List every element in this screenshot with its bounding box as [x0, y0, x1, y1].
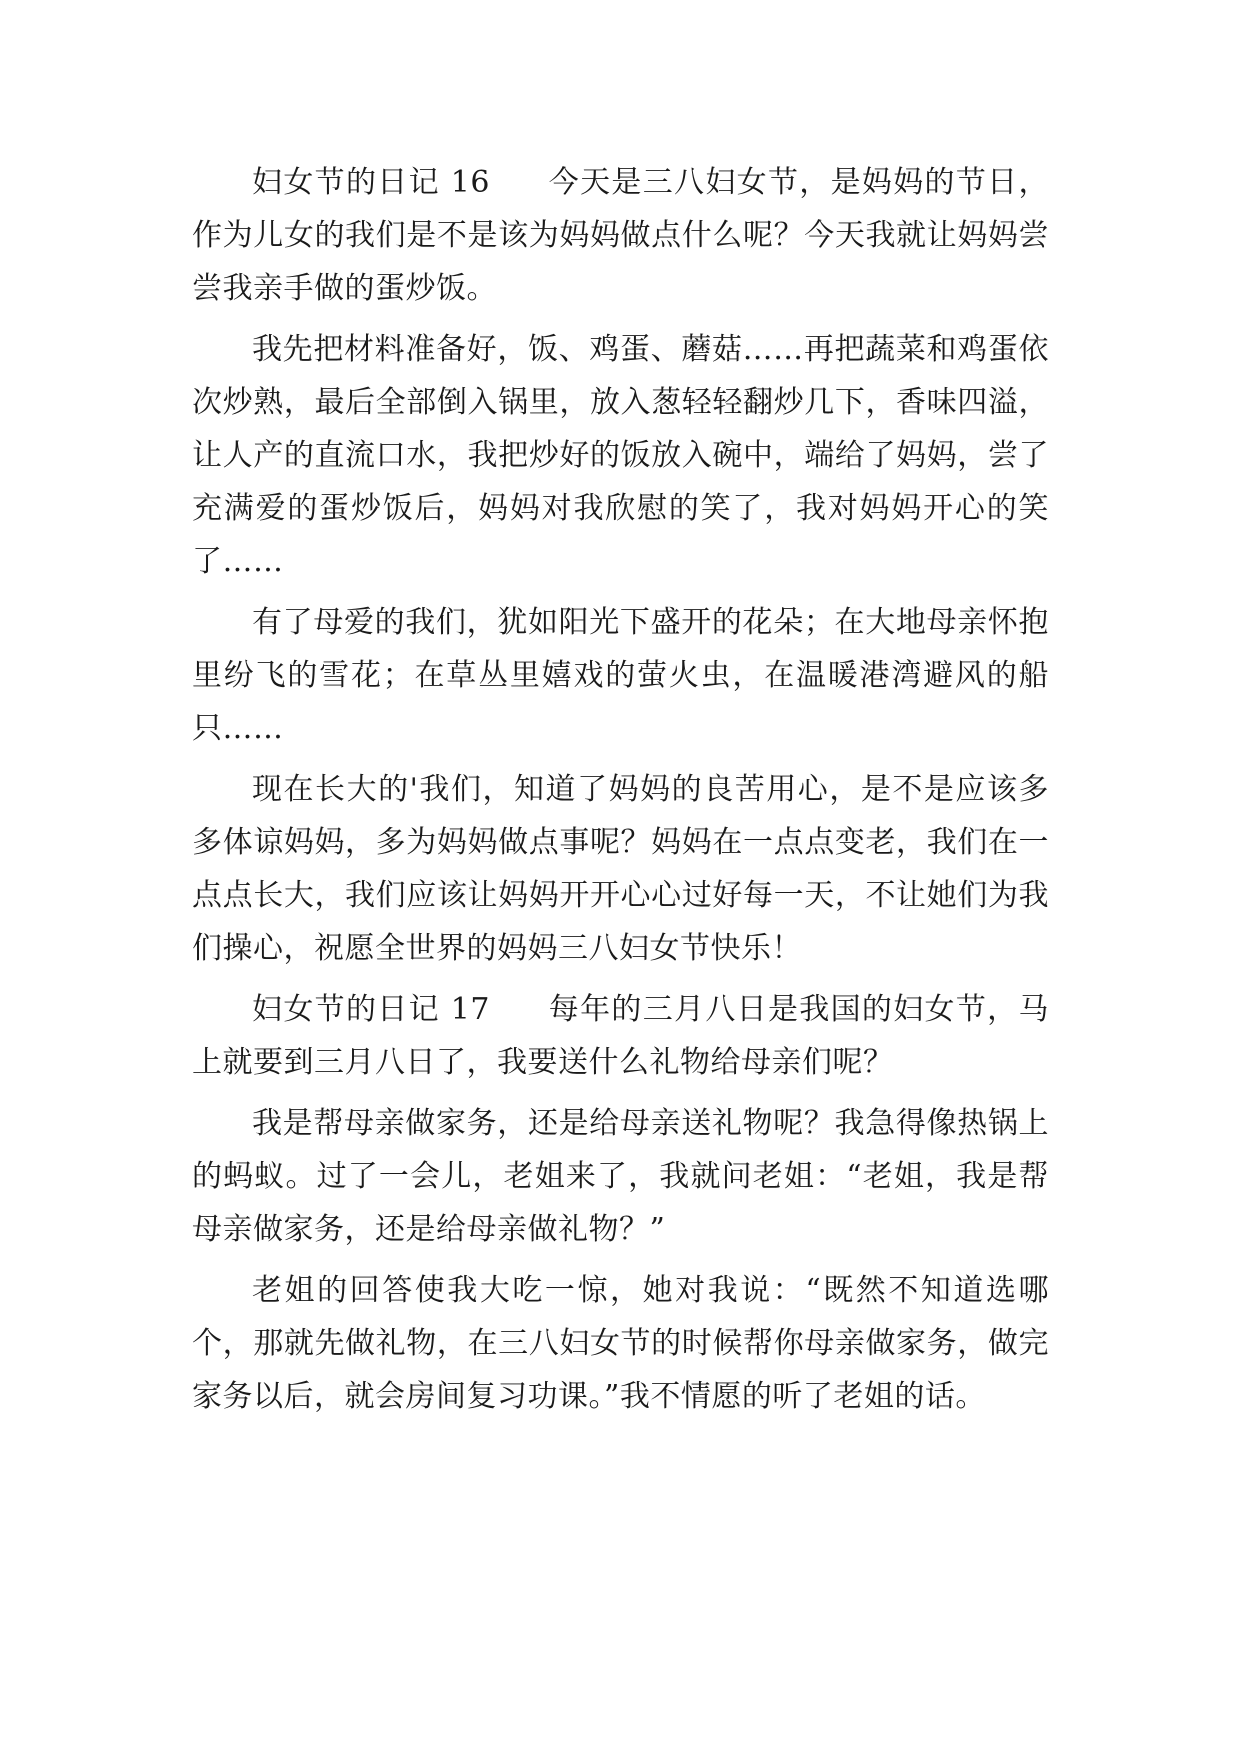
paragraph-mother-love — [192, 596, 1049, 755]
diary-17-title: 妇女节的日记 17 — [252, 992, 490, 1027]
paragraph-text: 我先把材料准备好，饭、鸡蛋、蘑菇……再把蔬菜和鸡蛋依次炒熟，最后全部倒入锅里，放入葱轻轻翻炒几下，香味四溢，让人产的直流口水，我把炒好的饭放入碗中，端给了妈妈，尝了充满爱的蛋炒饭后，妈妈对我欣慰的笑了，我对妈妈开心的笑了…… — [192, 332, 1049, 579]
paragraph-text: 现在长大的'我们，知道了妈妈的良苦用心，是不是应该多多体谅妈妈，多为妈妈做点事呢？妈妈在一点点变老，我们在一点点长大，我们应该让妈妈开开心心过好每一天，不让她们为我们操心，祝愿全世界的妈妈三八妇女节快乐！ — [192, 772, 1049, 966]
paragraph-diary-17-intro — [192, 983, 1049, 1089]
paragraph-text: 老姐的回答使我大吃一惊，她对我说：“既然不知道选哪个，那就先做礼物，在三八妇女节的时候帮你母亲做家务，做完家务以后，就会房间复习功课。”我不情愿的听了老姐的话。 — [192, 1273, 1049, 1414]
paragraph-ask-sister — [192, 1097, 1049, 1256]
diary-16-title: 妇女节的日记 16 — [252, 165, 490, 200]
paragraph-grown-up — [192, 763, 1049, 975]
document-page — [192, 156, 1049, 1423]
paragraph-sister-answer — [192, 1264, 1049, 1423]
paragraph-text: 有了母爱的我们，犹如阳光下盛开的花朵；在大地母亲怀抱里纷飞的雪花；在草丛里嬉戏的萤火虫，在温暖港湾避风的船只…… — [192, 605, 1049, 746]
paragraph-diary-16-intro — [192, 156, 1049, 315]
paragraph-text: 每年的三月八日是我国的妇女节，马上就要到三月八日了，我要送什么礼物给母亲们呢？ — [192, 992, 1050, 1080]
paragraph-text: 今天是三八妇女节，是妈妈的节日，作为儿女的我们是不是该为妈妈做点什么呢？今天我就让妈妈尝尝我亲手做的蛋炒饭。 — [192, 165, 1050, 306]
paragraph-text: 我是帮母亲做家务，还是给母亲送礼物呢？我急得像热锅上的蚂蚁。过了一会儿，老姐来了，我就问老姐：“老姐，我是帮母亲做家务，还是给母亲做礼物？” — [192, 1106, 1049, 1247]
paragraph-fried-rice — [192, 323, 1049, 588]
